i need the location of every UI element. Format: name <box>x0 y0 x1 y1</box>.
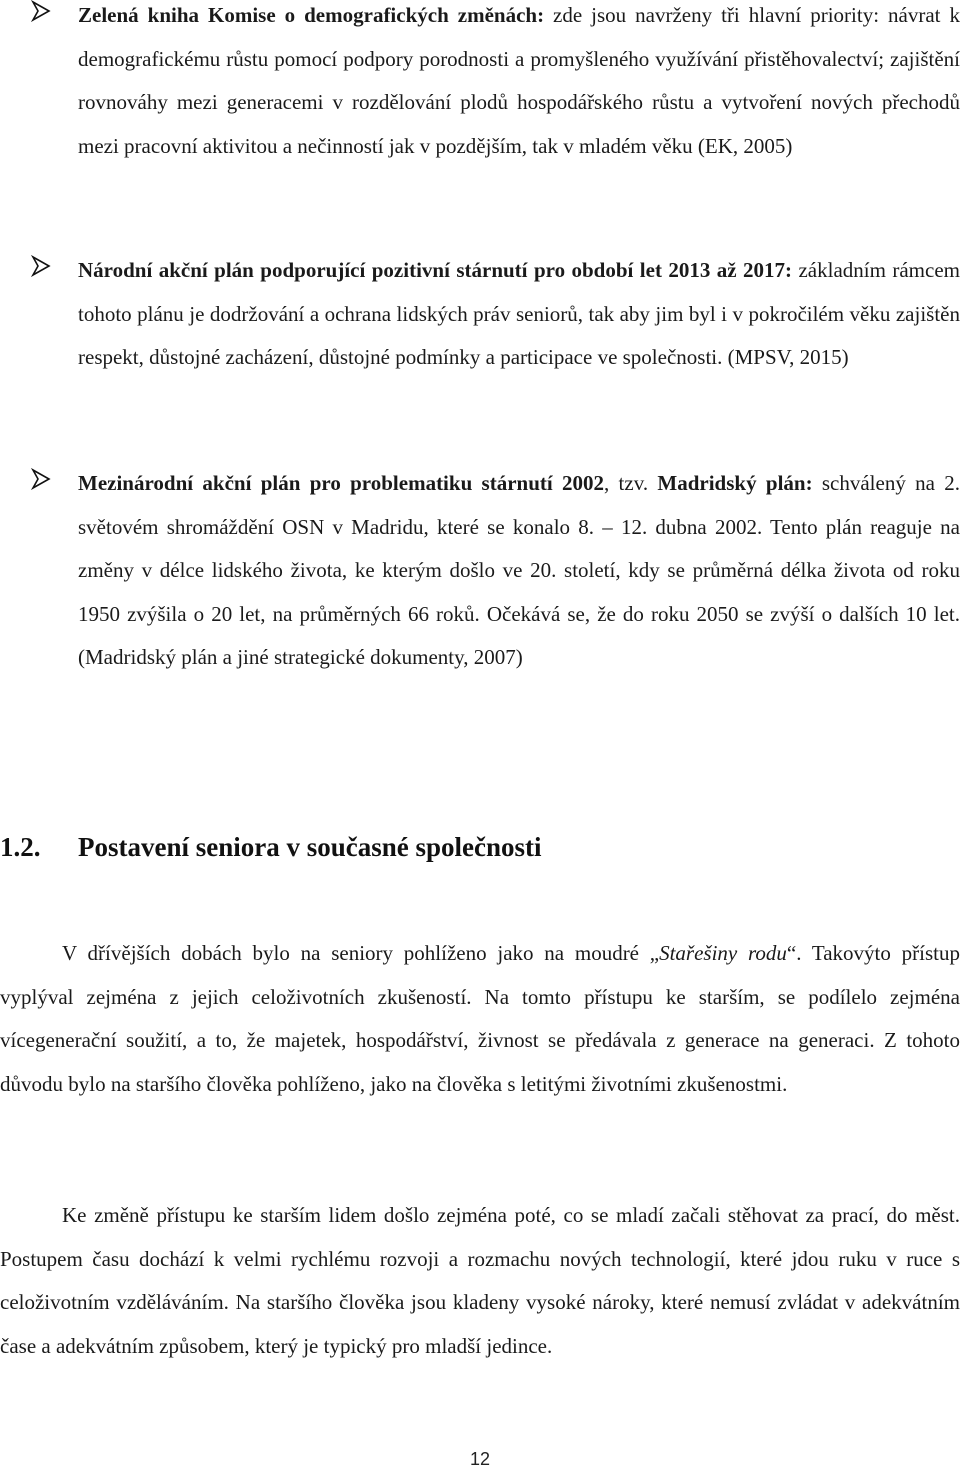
arrowhead-bullet-icon <box>30 468 52 490</box>
body-paragraph <box>0 1194 960 1368</box>
bullet-body: základním rámcem tohoto plánu je dodržování a ochrana lidských práv seniorů, tak aby jim byl i v pokročilém věku zajištěn respekt, důstojné zacházení, důstojné podmínky a participace ve společnosti. (MPSV, 2015) <box>78 258 960 370</box>
page-number: 12 <box>469 1449 491 1469</box>
paragraph-text-start: V dřívějších dobách bylo na seniory pohlíženo jako na moudré „ <box>62 941 660 965</box>
bullet-body: schválený na 2. světovém shromáždění OSN v Madridu, které se konalo 8. – 12. dubna 2002. Tento plán reaguje na změny v délce lidského života, ke kterým došlo ve 20. století, kdy se průměrná délka života od roku 1950 zvýšila o 20 let, na průměrných 66 roků. Očekává se, že do roku 2050 se zvýší o dalších 10 let. (Madridský plán a jiné strategické dokumenty, 2007) <box>78 471 960 670</box>
bullet-item <box>30 462 960 680</box>
bullet-text <box>78 462 960 680</box>
paragraph-text-end: “. Takovýto přístup vyplýval zejména z jejich celoživotních zkušeností. Na tomto přístupu ke starším, se podílelo zejména vícegenerační soužití, a to, že majetek, hospodářství, živnost se předávala z generace na generaci. Z tohoto důvodu bylo na staršího člověka pohlíženo, jako na člověka s letitými životními zkušenostmi. <box>0 941 960 1096</box>
bullet-title-secondary: Madridský plán: <box>657 471 813 495</box>
bullet-body: zde jsou navrženy tři hlavní priority: návrat k demografickému růstu pomocí podpory porodnosti a promyšleného využívání přistěhovalectví; zajištění rovnováhy mezi generacemi v rozdělování plodů hospodářského růstu a vytvoření nových přechodů mezi pracovní aktivitou a nečinností jak v pozdějším, tak v mladém věku (EK, 2005) <box>78 3 960 158</box>
arrowhead-bullet-icon <box>30 255 52 277</box>
bullet-connector: , tzv. <box>604 471 658 495</box>
arrowhead-bullet-icon <box>30 0 52 22</box>
bullet-text <box>78 0 960 168</box>
section-number: 1.2. <box>0 832 41 862</box>
body-paragraph <box>0 932 960 1106</box>
bullet-item <box>30 249 960 380</box>
bullet-item <box>30 0 960 168</box>
paragraph-italic: Stařešiny rodu <box>659 941 787 965</box>
paragraph-text: Ke změně přístupu ke starším lidem došlo zejména poté, co se mladí začali stěhovat za prací, do měst. Postupem času dochází k velmi rychlému rozvoji a rozmachu nových technologií, které jdou ruku v ruce s celoživotním vzděláváním. Na staršího člověka jsou kladeny vysoké nároky, které nemusí zvládat v adekvátním čase a adekvátním způsobem, který je typický pro mladší jedince. <box>0 1203 960 1358</box>
section-title: Postavení seniora v současné společnosti <box>78 832 542 862</box>
bullet-text <box>78 249 960 380</box>
bullet-title: Národní akční plán podporující pozitivní stárnutí pro období let 2013 až 2017: <box>78 258 793 282</box>
bullet-title: Zelená kniha Komise o demografických změnách: <box>78 3 545 27</box>
section-heading <box>0 832 542 863</box>
bullet-title: Mezinárodní akční plán pro problematiku stárnutí 2002 <box>78 471 605 495</box>
